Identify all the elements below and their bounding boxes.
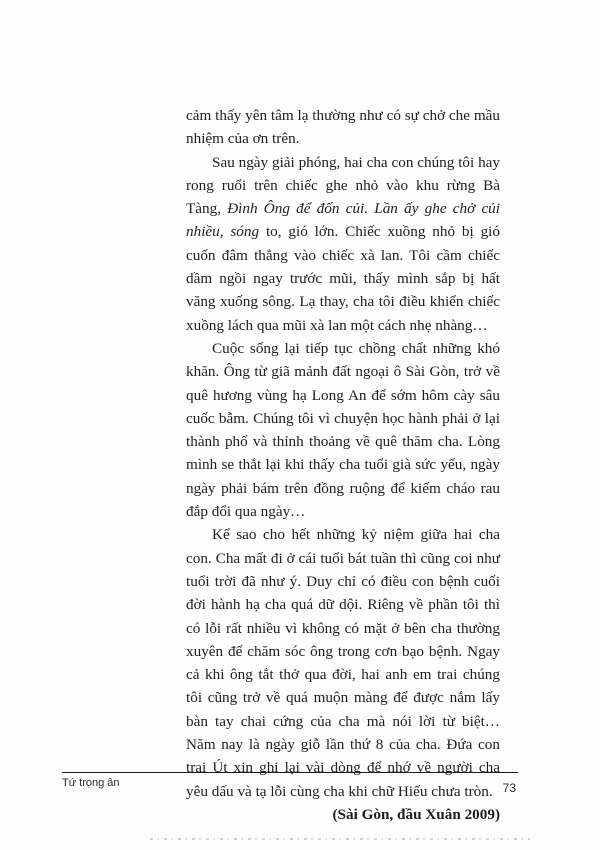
paragraph-3: Cuộc sống lại tiếp tục chồng chất những khó khăn. Ông từ giã mảnh đất ngoại ô Sài Gòn, trở về quê hương vùng hạ Long An để sớm hôm cày sâu cuốc bẫm. Chúng tôi vì chuyện học hành phải ở lại thành phố và thỉnh thoảng về quê thăm cha. Lòng mình se thắt lại khi thấy cha tuổi già sức yếu, ngày ngày phải bám trên đồng ruộng để kiếm cháo rau đắp đổi qua ngày… — [186, 339, 500, 521]
paragraph-2-normal: Sau ngày giải phóng, hai cha con chúng tôi hay rong ruổi trên chiếc ghe nhỏ vào khu rừng Bà Tàng, — [186, 153, 500, 218]
footer-divider — [62, 772, 518, 773]
paragraph-2 — [186, 151, 500, 337]
paragraph-1: cảm thấy yên tâm lạ thường như có sự chở che mầu nhiệm của ơn trên. — [186, 107, 500, 148]
body-text — [186, 104, 500, 826]
scan-artifact — [150, 838, 530, 840]
paragraph-4: Kể sao cho hết những kỷ niệm giữa hai cha con. Cha mất đi ở cái tuổi bát tuần thì cũng coi như tuổi trời đã như ý. Duy chỉ có điều con bệnh cuối đời hành hạ cha quá dữ dội. Riêng về phần tôi thì có lỗi rất nhiều vì không có mặt ở bên cha thường xuyên để chăm sóc ông trong cơn bạo bệnh. Ngay cả khi ông tắt thở qua đời, hai anh em trai chúng tôi cũng trở về quá muộn màng để được nắm lấy bàn tay chai cứng của cha mà nói lời từ biệt… Năm nay là ngày giỗ lần thứ 8 của cha. Đứa con trai Út xin ghi lại vài dòng để nhớ về người cha yêu dấu và tạ lỗi cùng cha khi chữ Hiếu chưa tròn. — [186, 526, 500, 800]
book-title: Tứ trọng ân — [62, 777, 120, 789]
page-number: 73 — [502, 781, 516, 795]
signature-line: (Sài Gòn, đầu Xuân 2009) — [332, 805, 500, 823]
paragraph-2-rest: to, gió lớn. Chiếc xuồng nhỏ bị gió cuốn đâm thẳng vào chiếc xà lan. Tôi cầm chiếc dầm ngồi ngay trước mũi, thấy mình sắp bị hất văng xuống sông. Lạ thay, cha tôi điều khiển chiếc xuồng lách qua mũi xà lan một cách nhẹ nhàng… — [186, 223, 500, 334]
paragraph-2-italic: Đình Ông để đốn củi. Lần ấy ghe chở củi nhiều, sóng — [186, 200, 500, 241]
